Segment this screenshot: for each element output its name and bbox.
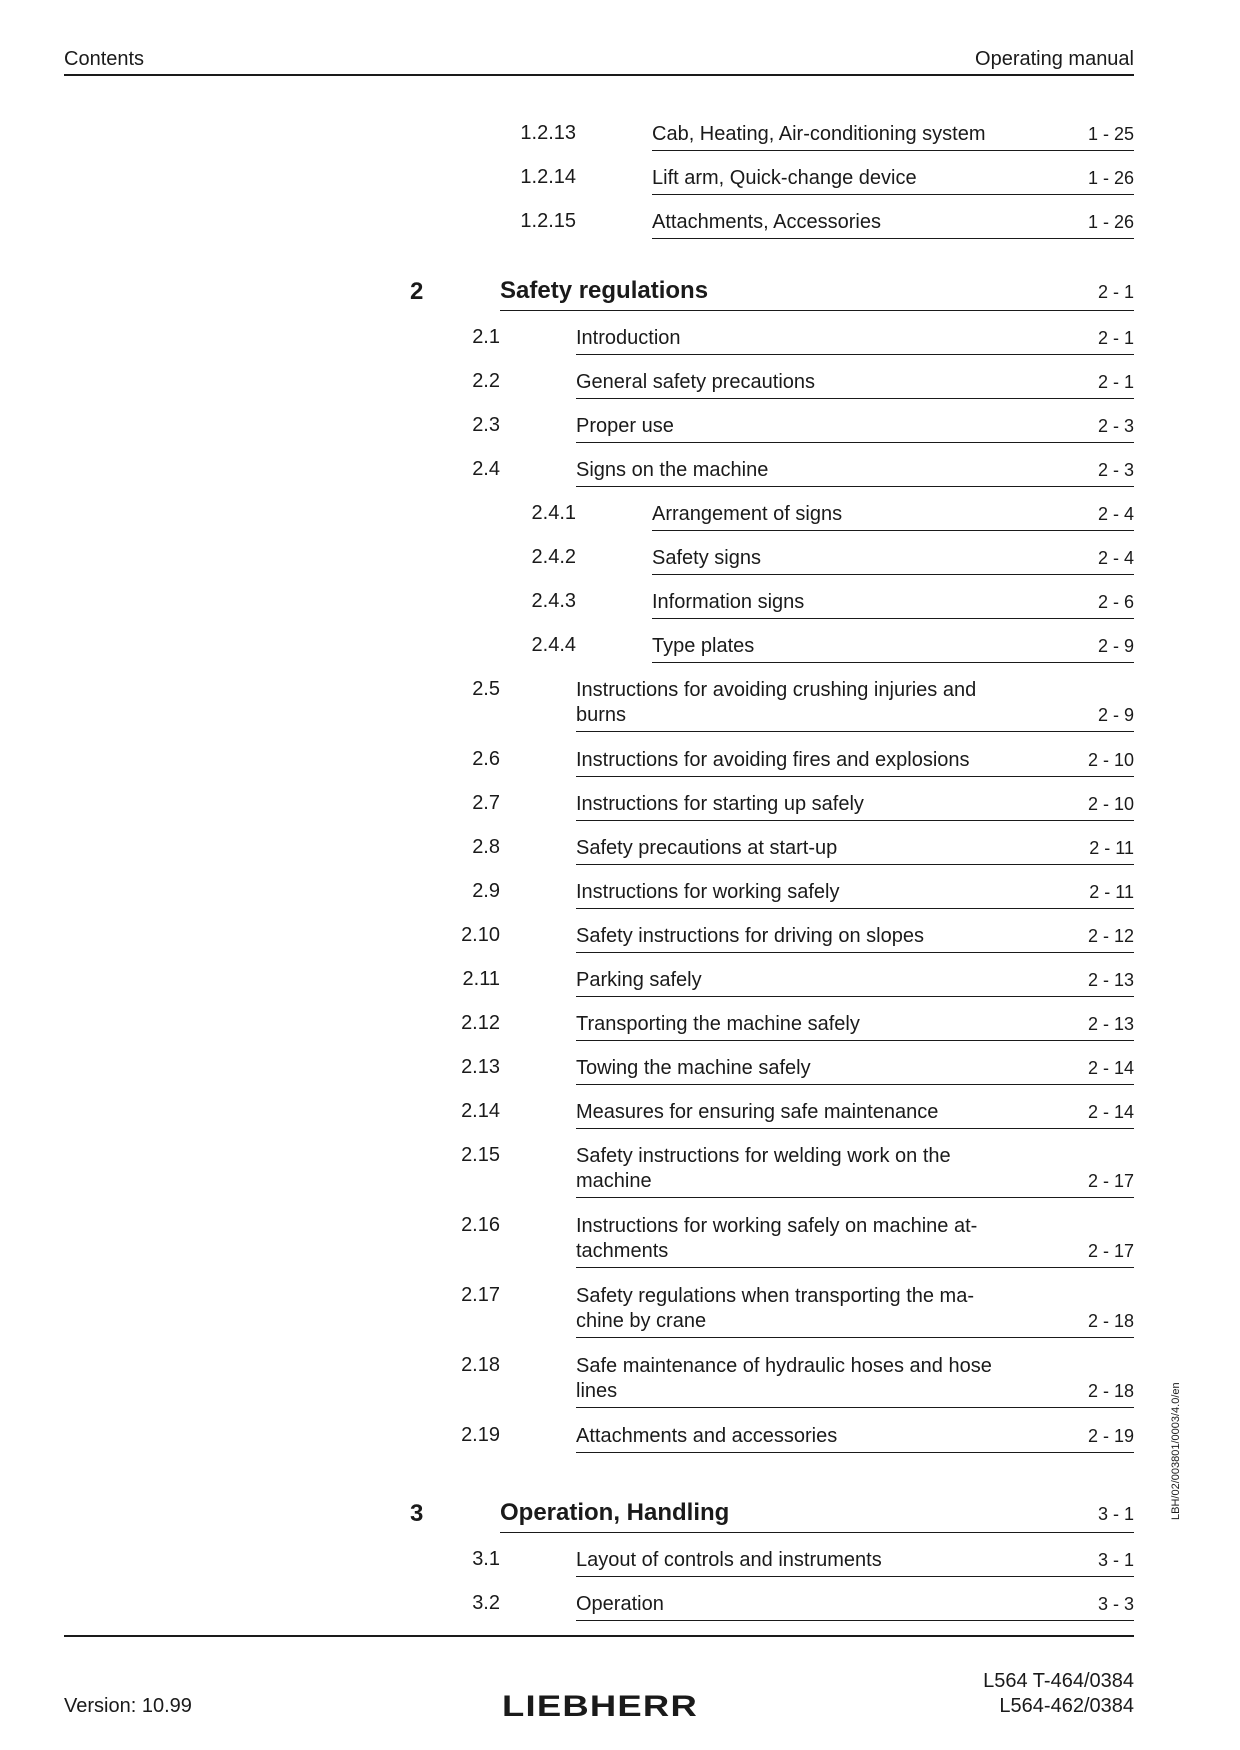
toc-entry[interactable]	[0, 1144, 1134, 1192]
toc-entry[interactable]	[0, 210, 1134, 240]
toc-entry[interactable]	[0, 968, 1134, 998]
document-code: LBH/02/003801/0003/4.0/en	[1170, 1382, 1182, 1520]
toc-entry-title: Information signs	[652, 591, 805, 613]
page-header-left: Contents	[64, 48, 145, 70]
model-number-1: L564 T-464/0384	[983, 1670, 1134, 1692]
page-header-right: Operating manual	[975, 48, 1134, 70]
toc-entry-number: 2.4.4	[531, 634, 576, 656]
toc-entry-title: Attachments, Accessories	[652, 211, 881, 233]
toc-entry-title: Operation, Handling	[500, 1499, 730, 1526]
toc-entry-number: 2.1	[472, 326, 500, 348]
toc-entry-number: 2.3	[472, 414, 500, 436]
toc-entry-page: 1 - 26	[1087, 168, 1134, 188]
toc-entry-page: 3 - 1	[1097, 1550, 1134, 1570]
toc-entry-rule	[576, 1267, 1134, 1268]
toc-entry[interactable]	[0, 326, 1134, 356]
toc-entry-rule	[652, 662, 1134, 663]
toc-entry[interactable]	[0, 278, 1134, 308]
toc-entry-rule	[576, 731, 1134, 732]
toc-entry-page: 2 - 11	[1089, 838, 1134, 858]
toc-entry-rule	[576, 486, 1134, 487]
toc-entry[interactable]	[0, 546, 1134, 576]
toc-entry-title: Lift arm, Quick-change device	[652, 167, 917, 189]
toc-entry[interactable]	[0, 166, 1134, 196]
toc-entry-rule	[576, 820, 1134, 821]
toc-entry-number: 2.8	[472, 836, 500, 858]
toc-entry-title: Safety regulations when transporting the ma- chine by crane	[576, 1285, 974, 1332]
toc-entry[interactable]	[0, 678, 1134, 726]
toc-entry-page: 3 - 1	[1097, 1504, 1134, 1524]
toc-entry-rule	[652, 618, 1134, 619]
toc-entry-number: 2.17	[461, 1284, 500, 1306]
toc-entry-rule	[576, 1197, 1134, 1198]
toc-entry-page: 2 - 9	[1097, 636, 1134, 656]
toc-entry-number: 1.2.15	[520, 210, 576, 232]
toc-entry-title: Safety instructions for driving on slopes	[576, 925, 924, 947]
toc-entry-page: 2 - 14	[1087, 1058, 1134, 1078]
toc-entry-rule	[576, 354, 1134, 355]
toc-entry-page: 2 - 9	[1097, 705, 1134, 725]
toc-entry-rule	[652, 194, 1134, 195]
toc-entry-number: 2.14	[461, 1100, 500, 1122]
toc-entry-rule	[576, 1040, 1134, 1041]
toc-entry-number: 2.7	[472, 792, 500, 814]
toc-entry[interactable]	[0, 1100, 1134, 1130]
toc-entry-title: Arrangement of signs	[652, 503, 843, 525]
toc-entry-rule	[576, 1407, 1134, 1408]
svg-text:LIEBHERR: LIEBHERR	[502, 1690, 698, 1720]
toc-entry-title: Safety signs	[652, 547, 761, 569]
toc-entry-page: 2 - 1	[1097, 372, 1134, 392]
toc-entry-title: Instructions for starting up safely	[576, 793, 864, 815]
toc-entry-rule	[576, 398, 1134, 399]
toc-entry-page: 1 - 26	[1087, 212, 1134, 232]
toc-entry-title: Type plates	[652, 635, 755, 657]
liebherr-logo	[502, 1690, 702, 1725]
toc-entry-page: 2 - 18	[1087, 1381, 1134, 1401]
toc-entry[interactable]	[0, 792, 1134, 822]
toc-entry-rule	[576, 1452, 1134, 1453]
toc-entry-title: Safety instructions for welding work on the machine	[576, 1145, 951, 1192]
toc-entry-page: 2 - 3	[1097, 416, 1134, 436]
toc-entry[interactable]	[0, 880, 1134, 910]
toc-entry-title: Parking safely	[576, 969, 702, 991]
toc-entry-title: Instructions for avoiding fires and explosions	[576, 749, 970, 771]
toc-entry-number: 2.18	[461, 1354, 500, 1376]
toc-entry[interactable]	[0, 748, 1134, 778]
toc-entry-rule	[652, 530, 1134, 531]
toc-entry-page: 2 - 17	[1087, 1241, 1134, 1261]
toc-entry-page: 2 - 13	[1087, 1014, 1134, 1034]
toc-entry[interactable]	[0, 1548, 1134, 1578]
toc-entry-rule	[500, 1532, 1134, 1533]
toc-entry-title: Attachments and accessories	[576, 1425, 838, 1447]
toc-entry-title: Operation	[576, 1593, 664, 1615]
toc-entry-title: Instructions for working safely	[576, 881, 840, 903]
toc-entry[interactable]	[0, 1284, 1134, 1332]
toc-entry-page: 2 - 11	[1089, 882, 1134, 902]
toc-entry-number: 2.4.2	[531, 546, 576, 568]
toc-entry-title: Signs on the machine	[576, 459, 769, 481]
toc-entry[interactable]	[0, 1056, 1134, 1086]
toc-entry-rule	[576, 1128, 1134, 1129]
toc-entry-title: Safety regulations	[500, 277, 709, 304]
toc-entry-page: 2 - 10	[1087, 794, 1134, 814]
toc-entry-rule	[576, 908, 1134, 909]
toc-entry-number: 2.5	[472, 678, 500, 700]
toc-entry-rule	[576, 1337, 1134, 1338]
toc-entry-title: Transporting the machine safely	[576, 1013, 860, 1035]
toc-entry-number: 2.4.1	[531, 502, 576, 524]
toc-entry-rule	[576, 1576, 1134, 1577]
toc-entry-page: 2 - 18	[1087, 1311, 1134, 1331]
toc-entry[interactable]	[0, 1592, 1134, 1622]
toc-entry-title: Instructions for working safely on machine at- tachments	[576, 1215, 978, 1262]
toc-entry-page: 2 - 4	[1097, 504, 1134, 524]
toc-entry-number: 3.1	[472, 1548, 500, 1570]
toc-entry-number: 2.16	[461, 1214, 500, 1236]
toc-entry-title: Cab, Heating, Air-conditioning system	[652, 123, 986, 145]
toc-entry[interactable]	[0, 458, 1134, 488]
toc-entry-page: 1 - 25	[1087, 124, 1134, 144]
toc-entry[interactable]	[0, 1214, 1134, 1262]
toc-entry[interactable]	[0, 634, 1134, 664]
toc-entry-number: 2.12	[461, 1012, 500, 1034]
toc-entry-page: 2 - 19	[1087, 1426, 1134, 1446]
toc-entry-rule	[652, 238, 1134, 239]
toc-entry-number: 2	[410, 278, 424, 305]
toc-entry-page: 2 - 1	[1097, 282, 1134, 302]
toc-entry-number: 1.2.14	[520, 166, 576, 188]
toc-entry-rule	[576, 1084, 1134, 1085]
toc-entry-title: Towing the machine safely	[576, 1057, 811, 1079]
toc-entry-title: Safety precautions at start-up	[576, 837, 838, 859]
toc-entry-page: 2 - 4	[1097, 548, 1134, 568]
toc-entry-title: Instructions for avoiding crushing injuries and burns	[576, 679, 977, 726]
toc-entry-number: 3.2	[472, 1592, 500, 1614]
toc-entry[interactable]	[0, 414, 1134, 444]
toc-entry[interactable]	[0, 370, 1134, 400]
toc-entry-rule	[576, 1620, 1134, 1621]
toc-entry-page: 3 - 3	[1097, 1594, 1134, 1614]
toc-entry[interactable]	[0, 590, 1134, 620]
toc-entry-title: Proper use	[576, 415, 674, 437]
toc-entry-number: 2.9	[472, 880, 500, 902]
toc-entry-number: 2.4.3	[531, 590, 576, 612]
toc-entry-page: 2 - 6	[1097, 592, 1134, 612]
toc-entry-title: Measures for ensuring safe maintenance	[576, 1101, 939, 1123]
toc-entry-number: 2.10	[461, 924, 500, 946]
toc-entry-page: 2 - 3	[1097, 460, 1134, 480]
version-label: Version: 10.99	[64, 1695, 192, 1717]
toc-entry-number: 2.15	[461, 1144, 500, 1166]
toc-entry[interactable]	[0, 924, 1134, 954]
toc-entry-number: 2.11	[462, 968, 500, 990]
toc-entry-title: Layout of controls and instruments	[576, 1549, 882, 1571]
toc-entry-title: Safe maintenance of hydraulic hoses and hose lines	[576, 1355, 992, 1402]
toc-entry-rule	[652, 150, 1134, 151]
toc-entry-page: 2 - 17	[1087, 1171, 1134, 1191]
toc-entry-number: 2.13	[461, 1056, 500, 1078]
toc-entry-number: 2.6	[472, 748, 500, 770]
toc-entry-number: 1.2.13	[520, 122, 576, 144]
toc-entry-number: 2.2	[472, 370, 500, 392]
toc-entry-page: 2 - 1	[1097, 328, 1134, 348]
toc-entry-number: 2.4	[472, 458, 500, 480]
toc-entry-rule	[576, 442, 1134, 443]
toc-entry[interactable]	[0, 1354, 1134, 1402]
toc-entry-rule	[500, 310, 1134, 311]
toc-entry[interactable]	[0, 122, 1134, 152]
toc-entry-page: 2 - 13	[1087, 970, 1134, 990]
footer-rule	[64, 1635, 1134, 1637]
header-rule	[64, 74, 1134, 76]
toc-entry-rule	[652, 574, 1134, 575]
toc-entry[interactable]	[0, 1012, 1134, 1042]
toc-entry-page: 2 - 12	[1087, 926, 1134, 946]
toc-entry-number: 2.19	[461, 1424, 500, 1446]
toc-entry-page: 2 - 10	[1087, 750, 1134, 770]
toc-entry-title: General safety precautions	[576, 371, 816, 393]
toc-entry[interactable]	[0, 836, 1134, 866]
toc-entry-rule	[576, 776, 1134, 777]
toc-entry-rule	[576, 952, 1134, 953]
toc-entry-number: 3	[410, 1500, 424, 1527]
toc-entry[interactable]	[0, 1500, 1134, 1530]
toc-entry[interactable]	[0, 1424, 1134, 1454]
toc-entry-rule	[576, 996, 1134, 997]
model-number-2: L564-462/0384	[999, 1695, 1134, 1717]
toc-entry-rule	[576, 864, 1134, 865]
toc-entry-title: Introduction	[576, 327, 681, 349]
toc-entry[interactable]	[0, 502, 1134, 532]
toc-entry-page: 2 - 14	[1087, 1102, 1134, 1122]
